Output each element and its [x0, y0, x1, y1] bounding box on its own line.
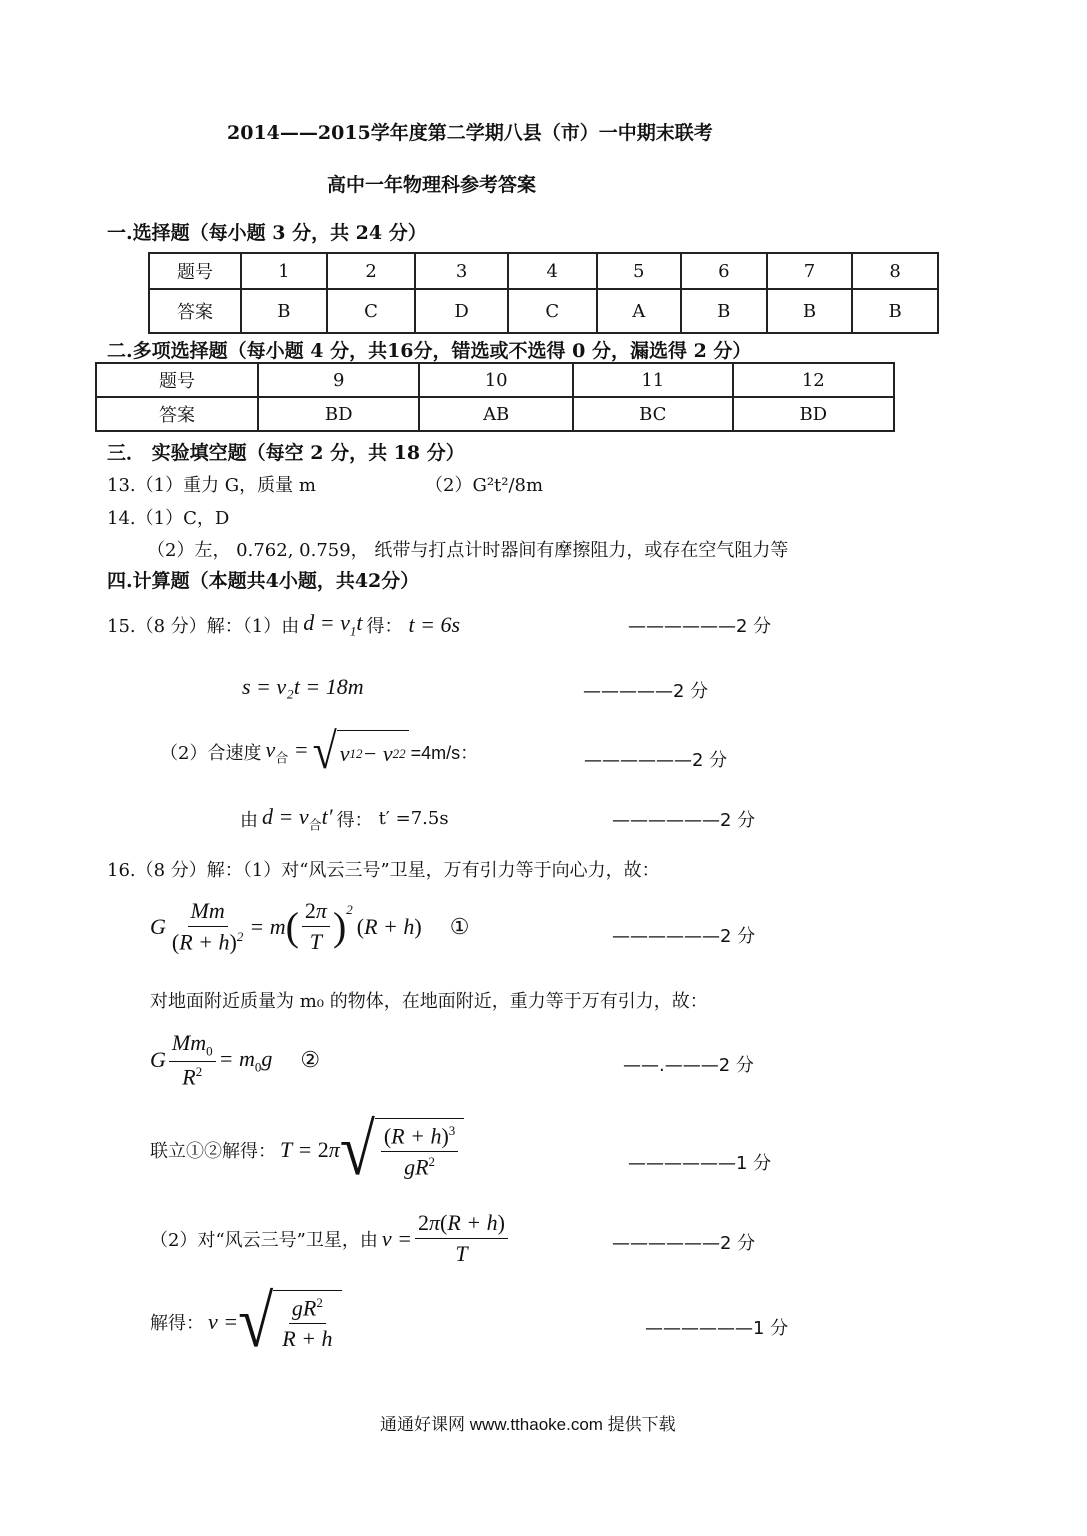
answer-table-1 [148, 252, 939, 334]
q16-score-4: ——————2 分 [612, 1233, 756, 1254]
answer-cell: D [415, 289, 507, 333]
row-label-question: 题号 [96, 363, 258, 397]
q16-l3-pre: 联立①②解得： [150, 1141, 276, 1162]
fraction: $\frac{2\pi}{T}$ [302, 898, 330, 955]
question-cell: 7 [767, 253, 853, 289]
table-row-answers [96, 397, 894, 431]
q16-line4: （2）对“风云三号”卫星，由 v = $\frac{2\pi(R + h)}{T}$ [150, 1210, 511, 1267]
q16-line3: 联立①②解得： T = 2π √ $\frac{(R + h)^3}{gR^2}$ [150, 1118, 464, 1182]
q16-l4-pre: （2）对“风云三号”卫星，由 [150, 1229, 378, 1251]
q16-score-2: ——.———2 分 [623, 1055, 754, 1076]
section2-heading: 二.多项选择题（每小题 4 分，共16分，错选或不选得 0 分，漏选得 2 分） [107, 340, 752, 362]
question-cell: 2 [327, 253, 416, 289]
q15-l1-mid: 得： [366, 615, 403, 637]
answer-cell: BC [573, 397, 733, 431]
answer-cell: B [852, 289, 938, 333]
q15-l3-result: =4m/s： [410, 743, 479, 763]
answer-cell: C [508, 289, 597, 333]
sqrt-expression: √ $\frac{gR^2}{R + h}$ [238, 1290, 341, 1354]
q15-score-4: ——————2 分 [612, 810, 756, 831]
fraction: $\frac{Mm}{(R + h)^2}$ [171, 898, 244, 955]
q15-l3-pre: （2）合速度 [160, 743, 262, 764]
answer-table-2 [95, 362, 895, 432]
sqrt-expression: √ v 1 2 − v 2 2 [313, 730, 409, 774]
q16-score-3: ——————1 分 [628, 1153, 772, 1174]
answer-cell: B [767, 289, 853, 333]
footer-text: 通通好课网 www.tthaoke.com 提供下载 [380, 1415, 676, 1434]
answer-cell: BD [733, 397, 894, 431]
q15-eq-s: s = v₂t = 18m [242, 674, 364, 699]
table-row-answers [149, 289, 938, 333]
question-cell: 5 [597, 253, 681, 289]
q15-l4-result: t′ =7.5s [378, 808, 449, 830]
q15-l1-result: t = 6s [408, 611, 461, 637]
row-label-answer: 答案 [96, 397, 258, 431]
question-cell: 9 [258, 363, 419, 397]
table-row-questions [149, 253, 938, 289]
q15-line3 [160, 723, 479, 780]
page-subtitle: 高中一年物理科参考答案 [327, 174, 537, 196]
row-label-answer: 答案 [149, 289, 241, 333]
table-row-questions [96, 363, 894, 397]
q15-eq-d-v1t: $d = v_1t$ [303, 610, 363, 639]
q15-eq-d-vhe-t: $d = v_合t'$ [262, 804, 333, 833]
q16-equation-1: G $\frac{Mm}{(R + h)^2}$ = m ( $\frac{2\pi}{T}$ ) $^2$ (R + h) ① [150, 898, 470, 955]
section4-heading: 四.计算题（本题共4小题，共42分） [107, 570, 420, 592]
q16-line5: 解得： v = √ $\frac{gR^2}{R + h}$ [150, 1290, 342, 1354]
page-title: 2014——2015学年度第二学期八县（市）一中期末联考 [227, 122, 713, 144]
fraction: $\frac{Mm_0}{R^2}$ [169, 1030, 216, 1091]
q16-equation-2: G $\frac{Mm_0}{R^2}$ = $m_0g$ ② [150, 1030, 321, 1090]
q16-l5-pre: 解得： [150, 1313, 204, 1334]
q15-score-1: ——————2 分 [628, 616, 772, 637]
q15-l4-pre: 由 [240, 809, 258, 831]
q15-line1 [107, 610, 460, 639]
fraction: $\frac{2\pi(R + h)}{T}$ [415, 1210, 508, 1267]
question-cell: 6 [681, 253, 767, 289]
row-label-question: 题号 [149, 253, 241, 289]
question-cell: 4 [508, 253, 597, 289]
q13-part2: （2）G²t²/8m [425, 475, 544, 496]
question-cell: 8 [852, 253, 938, 289]
question-cell: 1 [241, 253, 327, 289]
equation-mark-1: ① [449, 913, 470, 939]
answer-cell: C [327, 289, 416, 333]
q13-part1: 13.（1）重力 G，质量 m [107, 475, 316, 496]
answer-cell: BD [258, 397, 419, 431]
section1-heading: 一.选择题（每小题 3 分，共 24 分） [107, 222, 427, 244]
q15-score-3: ——————2 分 [584, 750, 728, 771]
q14-part2: （2）左， 0.762, 0.759， 纸带与打点计时器间有摩擦阻力，或存在空气阻力等 [147, 540, 789, 561]
question-cell: 12 [733, 363, 894, 397]
q16-line2: 对地面附近质量为 m₀ 的物体，在地面附近，重力等于万有引力，故： [150, 991, 708, 1012]
q15-score-2: —————2 分 [583, 681, 709, 702]
q14-part1: 14.（1）C，D [107, 508, 230, 529]
q15-line4 [240, 804, 449, 833]
q15-l4-mid: 得： [336, 809, 373, 831]
q15-eq-vhe: $v_合$ = [265, 737, 309, 766]
sqrt-expression: √ $\frac{(R + h)^3}{gR^2}$ [340, 1118, 465, 1182]
answer-cell: B [241, 289, 327, 333]
question-cell: 3 [415, 253, 507, 289]
question-cell: 11 [573, 363, 733, 397]
q16-score-5: ——————1 分 [645, 1318, 789, 1339]
q16-score-1: ——————2 分 [612, 926, 756, 947]
section3-heading: 三． 实验填空题（每空 2 分，共 18 分） [107, 442, 465, 464]
q16-intro: 16.（8 分）解：（1）对“风云三号”卫星，万有引力等于向心力，故： [107, 860, 660, 881]
answer-cell: B [681, 289, 767, 333]
answer-cell: A [597, 289, 681, 333]
question-cell: 10 [419, 363, 573, 397]
answer-cell: AB [419, 397, 573, 431]
equation-mark-2: ② [300, 1047, 321, 1073]
q15-intro: 15.（8 分）解：（1）由 [107, 615, 300, 637]
